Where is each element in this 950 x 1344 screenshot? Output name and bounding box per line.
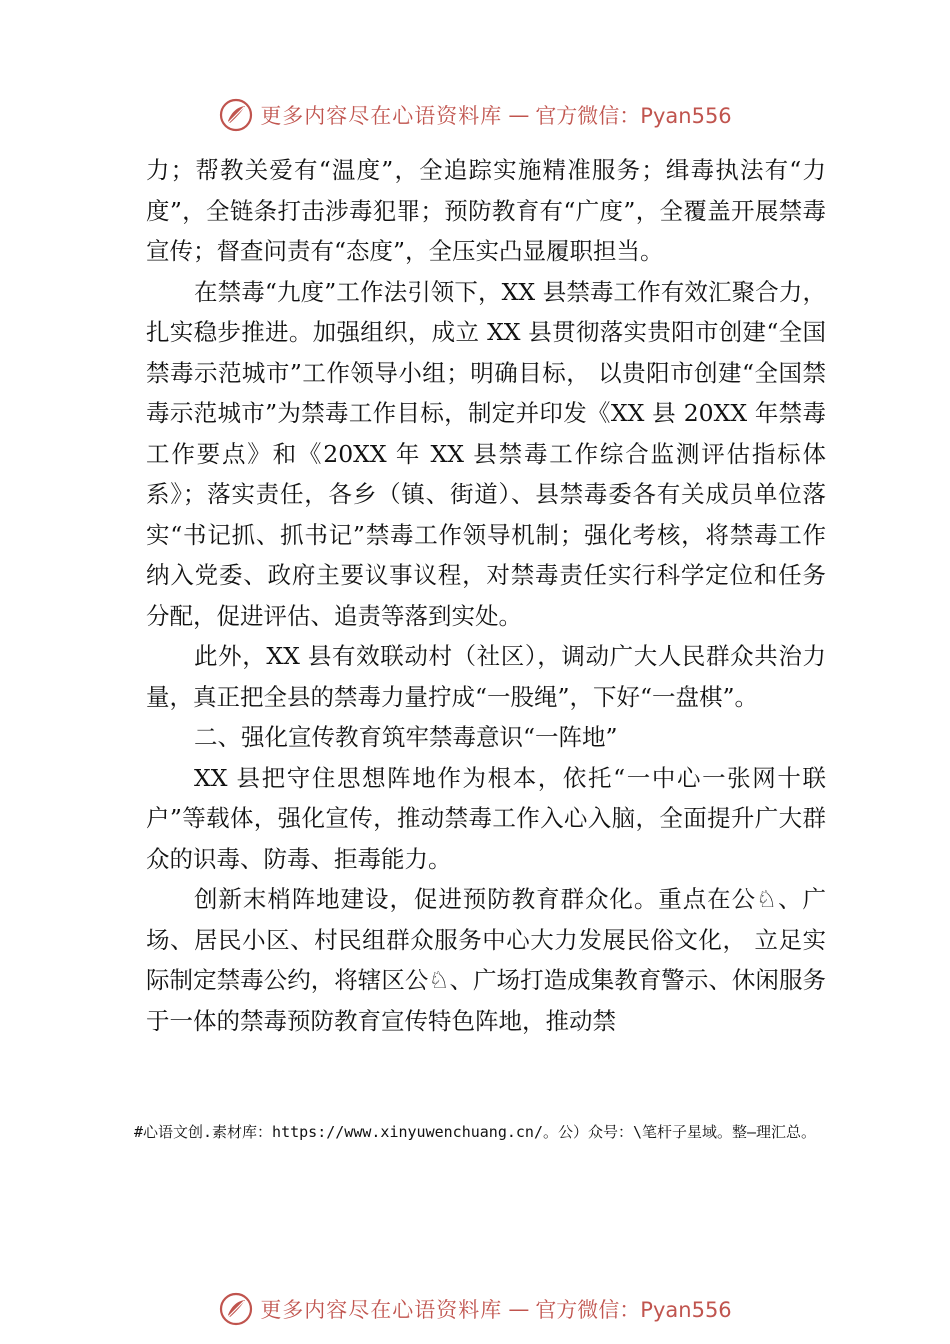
footnote-source: #心语文创.素材库：https://www.xinyuwenchuang.cn/。公）众号：\笔杆子星域。整—理汇总。 [134,1123,817,1141]
paragraph-nine-methods: 在禁毒“九度”工作法引领下，XX 县禁毒工作有效汇聚合力，扎实稳步推进。加强组织，成立 XX 县贯彻落实贵阳市创建“全国禁毒示范城市”工作领导小组；明确目标， 以贵阳市创建“全国禁毒示范城市”为禁毒工作目标，制定并印发《XX 县 20XX 年禁毒工作要点》和《20XX 年 XX 县禁毒工作综合监测评估指标体系》；落实责任，各乡（镇、街道）、县禁毒委各有关成员单位落实“书记抓、抓书记”禁毒工作领导机制；强化考核，将禁毒工作纳入党委、政府主要议事议程，对禁毒责任实行科学定位和任务分配，促进评估、追责等落到实处。 [146,277,826,630]
section-heading: 二、强化宣传教育筑牢禁毒意识“一阵地” [194,723,618,751]
header-separator: — [508,103,530,127]
header-banner [0,93,950,137]
paragraph-continuation: 力；帮教关爱有“温度”，全追踪实施精准服务；缉毒执法有“力度”，全链条打击涉毒犯罪；预防教育有“广度”，全覆盖开展禁毒宣传；督查问责有“态度”，全压实凸显履职担当。 [146,156,826,265]
header-wechat-text: 官方微信：Pyan556 [535,104,732,128]
brand-logo-icon [218,97,254,133]
document-body [146,150,826,1041]
paragraph-grassroots: 创新末梢阵地建设，促进预防教育群众化。重点在公♘、广场、居民小区、村民组群众服务中心大力发展民俗文化， 立足实际制定禁毒公约，将辖区公♘、广场打造成集教育警示、休闲服务于一体的禁毒预防教育宣传特色阵地，推动禁 [146,885,826,1035]
paragraph-ideology: XX 县把守住思想阵地作为根本，依托“一中心一张网十联户”等载体，强化宣传，推动禁毒工作入心入脑，全面提升广大群众的识毒、防毒、拒毒能力。 [146,763,826,873]
footer-banner [0,1287,950,1331]
footer-wechat-text: 官方微信：Pyan556 [535,1298,732,1322]
paragraph-community: 此外，XX 县有效联动村（社区），调动广大人民群众共治力量，真正把全县的禁毒力量拧成“一股绳”，下好“一盘棋”。 [146,642,826,711]
brand-logo-icon [218,1291,254,1327]
footer-brand-text: 更多内容尽在心语资料库 [260,1298,503,1322]
header-brand-text: 更多内容尽在心语资料库 [260,104,503,128]
footer-separator: — [508,1297,530,1321]
